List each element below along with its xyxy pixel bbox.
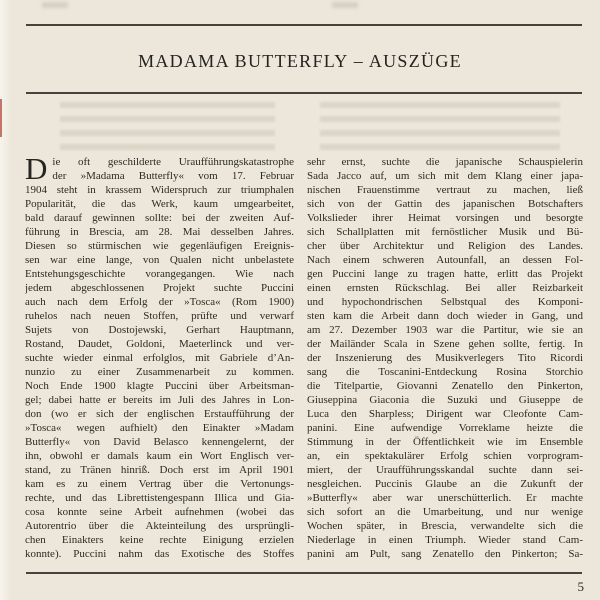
text-line: suchte wieder einmal erfolglos, mit Gabriele d’An- — [25, 352, 294, 364]
text-line: Noch Ende 1900 klagte Puccini über Arbeitsman- — [25, 380, 294, 392]
text-line: Rostand, Daudet, Goldoni, Maeterlinck und ver- — [25, 338, 294, 350]
left-column — [25, 151, 294, 561]
text-line: cher über Architektur und Religion des Landes. — [307, 240, 583, 252]
text-line: »Tosca« wegen aufhielt) den Einakter »Madam — [25, 422, 294, 434]
text-line: panini. Eine aufwendige Vorreklame heizte die — [307, 422, 583, 434]
text-line: sten kam die Arbeit dann doch wieder in Gang, und — [307, 310, 583, 322]
text-line: Stimmung in der Öffentlichkeit wie im Ensemble — [307, 436, 583, 448]
dropcap-letter: D — [25, 151, 48, 186]
text-line: miert, der Uraufführungsskandal suchte dann sei- — [307, 464, 583, 476]
text-line: Giuseppina Giaconia die Suzuki und Giuseppe de — [307, 394, 583, 406]
text-line: nunzio zu einer Zusammenarbeit zu kommen. — [25, 366, 294, 378]
bottom-rule — [26, 572, 582, 574]
top-rule — [26, 24, 582, 26]
text-line: auch nach dem Erfolg der »Tosca« (Rom 1900) — [25, 296, 294, 308]
text-line: don (wo er sich der englischen Erstaufführung der — [25, 408, 294, 420]
text-line: sich von der Gattin des japanischen Botschafters — [307, 198, 583, 210]
text-line: der Inszenierung des Musikverlegers Tito Ricordi — [307, 352, 583, 364]
text-line: einen ernsten Rückschlag. Bei aller Reizbarkeit — [307, 282, 583, 294]
text-line: sich Schallplatten mit fernöstlicher Musik und Bü- — [307, 226, 583, 238]
text-line: chen Einakters keine rechte Einigung erzielen — [25, 534, 294, 546]
text-line: der »Madama Butterfly« vom 17. Februar — [52, 170, 294, 182]
page-edge-highlight — [0, 0, 11, 600]
text-line: Sujets von Dostojewski, Gerhart Hauptmann, — [25, 324, 294, 336]
text-line: jedem abgeschlossenen Projekt suchte Puccini — [25, 282, 294, 294]
text-line: Wochen später, in Brescia, verwandelte sich die — [307, 520, 583, 532]
text-line: gen Puccini lange zu tragen hatte, erlitt das Projekt — [307, 268, 583, 280]
text-line: panini am Pult, sang Zenatello den Pinkerton; Sa- — [307, 548, 583, 560]
page-number: 5 — [577, 579, 584, 594]
text-line: Luca den Sharpless; Dirigent war Cleofonte Cam- — [307, 408, 583, 420]
text-line: ie oft geschilderte Uraufführungskatastrophe — [52, 156, 294, 168]
text-line: Popularität, die das Werk, kaum umgearbeitet, — [25, 198, 294, 210]
text-line: nischen Frauenstimme vertraut zu machen, ließ — [307, 184, 583, 196]
text-line: sen war eine lange, von Qualen nicht unbelastete — [25, 254, 294, 266]
text-line: Nach einem schweren Autounfall, an dessen Fol- — [307, 254, 583, 266]
text-line: und hypochondrischen Selbstqual des Komponi- — [307, 296, 583, 308]
text-line: an, ein spektakulärer Erfolg schien vorprogram- — [307, 450, 583, 462]
show-through-text — [60, 102, 275, 154]
text-line: Sada Jacco auf, um sich mit dem Klang einer japa- — [307, 170, 583, 182]
text-line: der Mailänder Scala in Szene gehen sollte, fertig. In — [307, 338, 583, 350]
text-line: kam es zu einem Vertrag über die Vertonungs- — [25, 478, 294, 490]
text-line: nesgleichen. Puccinis Glaube an die Zukunft der — [307, 478, 583, 490]
text-line: stand, zu Tränen hinriß. Doch erst im April 1901 — [25, 464, 294, 476]
page-title: MADAMA BUTTERFLY – AUSZÜGE — [138, 51, 462, 71]
text-line: cosa konnte seine Arbeit aufnehmen (wobei das — [25, 506, 294, 518]
text-line: sang die Toscanini-Entdeckung Rosina Storchio — [307, 366, 583, 378]
title-rule — [26, 92, 582, 94]
text-line: ihn, obwohl er damals kaum ein Wort Englisch ver- — [25, 450, 294, 462]
right-column — [307, 155, 583, 561]
left-column-lines — [25, 151, 294, 561]
show-through-smudge — [42, 2, 68, 8]
text-line: am 27. Dezember 1903 war die Partitur, wie sie an — [307, 324, 583, 336]
text-line: ruhelos nach neuen Stoffen, prüfte und verwarf — [25, 310, 294, 322]
text-line: Volkslieder ihrer Heimat vorsingen und besorgte — [307, 212, 583, 224]
article-body — [25, 151, 583, 561]
text-line: Niederlage in einen Triumph. Wieder stand Cam- — [307, 534, 583, 546]
show-through-text — [320, 102, 560, 154]
text-line: rechte, und das Librettistengespann Illica und Gia- — [25, 492, 294, 504]
right-column-lines — [307, 155, 583, 561]
text-line: sehr ernst, suchte die japanische Schauspielerin — [307, 156, 583, 168]
red-edge-artifact — [0, 99, 2, 137]
text-line: gel; dabei hatte er bereits im Juli des Jahres in Lon- — [25, 394, 294, 406]
text-line: »Butterfly« aber war unerschütterlich. Er machte — [307, 492, 583, 504]
text-line: die Titelpartie, Giovanni Zenatello den Pinkerton, — [307, 380, 583, 392]
text-line: Butterfly« von David Belasco kennengelernt, der — [25, 436, 294, 448]
text-line: Diesen so stürmischen wie gegenläufigen Ereignis- — [25, 240, 294, 252]
text-line: bald darauf gewinnen sollte: bei der zweiten Auf- — [25, 212, 294, 224]
text-line: 1904 steht in krassem Widerspruch zur triumphalen — [25, 184, 294, 196]
text-line: sich sofort an die Umarbeitung, und nur wenige — [307, 506, 583, 518]
text-line: Entstehungsgeschichte vorangegangen. Wie nach — [25, 268, 294, 280]
text-line: führung in Brescia, am 28. Mai desselben Jahres. — [25, 226, 294, 238]
show-through-smudge — [332, 2, 358, 8]
text-line: konnte). Puccini nahm das Exotische des Stoffes — [25, 548, 294, 560]
text-line: Autorentrio über die Akteinteilung des ursprüngli- — [25, 520, 294, 532]
